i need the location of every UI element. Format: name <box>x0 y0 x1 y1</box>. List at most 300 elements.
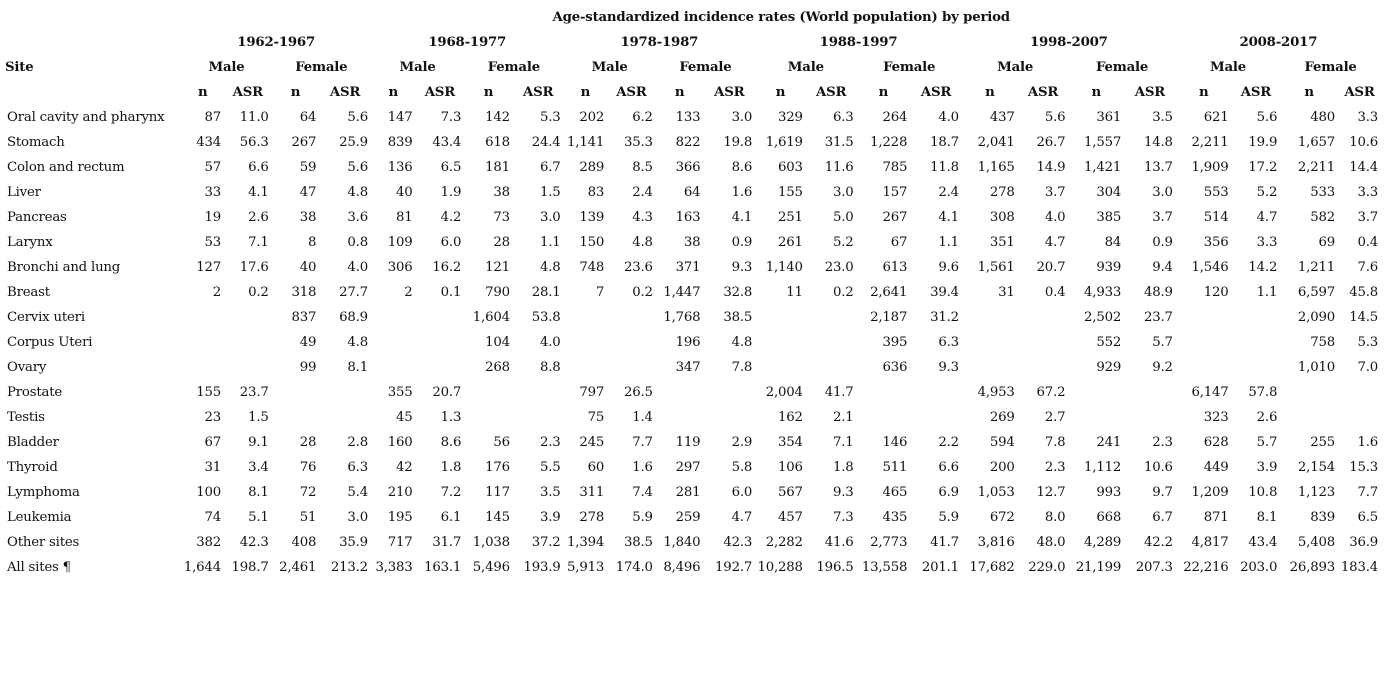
count-cell: 67 <box>204 435 221 450</box>
count-cell: 385 <box>1096 210 1122 225</box>
count-cell: 603 <box>778 160 803 175</box>
asr-cell: 4.0 <box>540 335 561 350</box>
count-cell: 51 <box>299 510 317 525</box>
count-cell: 38 <box>683 235 701 250</box>
asr-cell: 8.6 <box>440 435 462 450</box>
asr-cell: 35.3 <box>623 135 653 150</box>
count-cell <box>371 355 416 380</box>
count-cell: 281 <box>675 485 701 500</box>
n-header: n <box>197 85 208 100</box>
count-cell <box>272 405 320 430</box>
asr-cell: 10.6 <box>1349 135 1378 150</box>
asr-cell <box>1018 305 1069 330</box>
asr-cell: 10.6 <box>1144 460 1173 475</box>
count-cell: 28 <box>493 235 510 250</box>
table-body <box>5 105 1381 580</box>
site-cell: Liver <box>7 185 41 200</box>
asr-cell: 1.3 <box>440 410 462 425</box>
count-cell: 318 <box>291 285 317 300</box>
site-cell: Stomach <box>7 135 65 150</box>
count-cell: 2,187 <box>870 310 908 325</box>
site-cell: Oral cavity and pharynx <box>7 110 165 125</box>
asr-cell <box>703 380 755 405</box>
asr-cell: 7.3 <box>832 510 854 525</box>
count-cell: 10,288 <box>757 560 803 575</box>
count-cell: 150 <box>579 235 605 250</box>
asr-cell: 26.5 <box>623 385 653 400</box>
table-row <box>5 405 1381 430</box>
count-cell: 1,840 <box>663 535 701 550</box>
asr-cell: 196.5 <box>816 560 854 575</box>
asr-cell: 9.3 <box>832 485 854 500</box>
count-cell: 2,502 <box>1084 310 1122 325</box>
count-cell: 73 <box>493 210 510 225</box>
count-cell <box>755 355 806 380</box>
count-cell: 155 <box>196 385 221 400</box>
count-cell: 1,112 <box>1084 460 1122 475</box>
count-cell: 69 <box>1318 235 1335 250</box>
table-row <box>5 155 1381 180</box>
count-cell: 618 <box>485 135 510 150</box>
table-row <box>5 330 1381 355</box>
asr-cell: 4.8 <box>731 335 753 350</box>
asr-cell: 5.1 <box>248 510 269 525</box>
asr-cell: 3.9 <box>540 510 561 525</box>
table-row <box>5 355 1381 380</box>
asr-header: ASR <box>1027 85 1059 100</box>
asr-cell: 6.1 <box>440 510 462 525</box>
count-cell: 33 <box>204 185 221 200</box>
period-header: 1968-1977 <box>428 35 507 50</box>
count-cell: 435 <box>882 510 908 525</box>
count-cell: 366 <box>675 160 701 175</box>
asr-cell <box>224 355 272 380</box>
asr-cell: 17.2 <box>1248 160 1278 175</box>
count-cell: 636 <box>882 360 908 375</box>
asr-cell: 0.4 <box>1357 235 1378 250</box>
count-cell: 163 <box>675 210 701 225</box>
asr-cell: 1.9 <box>440 185 462 200</box>
count-cell: 6,597 <box>1297 285 1335 300</box>
count-cell <box>371 330 416 355</box>
asr-cell: 11.8 <box>930 160 959 175</box>
site-cell: Corpus Uteri <box>7 335 93 350</box>
table-row <box>5 255 1381 280</box>
asr-cell <box>1338 405 1381 430</box>
asr-cell: 6.0 <box>440 235 462 250</box>
site-cell: Bladder <box>7 435 59 450</box>
asr-cell: 6.7 <box>1152 510 1173 525</box>
asr-header: ASR <box>616 85 647 100</box>
asr-cell: 2.2 <box>938 435 959 450</box>
asr-cell: 5.3 <box>540 110 561 125</box>
period-header: 1962-1967 <box>237 35 316 50</box>
n-header: n <box>388 85 398 100</box>
count-cell: 797 <box>579 385 605 400</box>
count-cell: 45 <box>396 410 413 425</box>
count-cell: 2,282 <box>765 535 803 550</box>
count-cell: 297 <box>675 460 701 475</box>
count-cell <box>1176 330 1232 355</box>
asr-cell: 3.3 <box>1357 185 1378 200</box>
count-cell: 594 <box>989 435 1015 450</box>
period-header: 1988-1997 <box>819 35 898 50</box>
count-cell: 514 <box>1203 210 1229 225</box>
count-cell: 6,147 <box>1191 385 1229 400</box>
count-cell <box>181 355 224 380</box>
table-row <box>5 505 1381 530</box>
count-cell: 21,199 <box>1075 560 1122 575</box>
asr-cell: 3.0 <box>347 510 368 525</box>
count-cell: 1,421 <box>1084 160 1122 175</box>
site-cell: Breast <box>7 285 50 300</box>
n-header: n <box>290 85 301 100</box>
count-cell: 3,383 <box>375 560 413 575</box>
asr-cell: 3.5 <box>1152 110 1173 125</box>
count-cell: 628 <box>1203 435 1229 450</box>
asr-cell: 3.6 <box>347 210 368 225</box>
asr-cell: 17.6 <box>239 260 269 275</box>
table-row <box>5 105 1381 130</box>
count-cell: 72 <box>299 485 317 500</box>
count-cell: 361 <box>1096 110 1122 125</box>
asr-cell: 6.5 <box>440 160 462 175</box>
count-cell <box>1280 380 1338 405</box>
count-cell: 76 <box>299 460 317 475</box>
asr-cell: 3.7 <box>1044 185 1066 200</box>
asr-cell: 2.4 <box>632 185 653 200</box>
asr-header: ASR <box>232 85 263 100</box>
asr-cell: 68.9 <box>339 310 368 325</box>
count-cell: 75 <box>587 410 605 425</box>
count-cell: 4,933 <box>1084 285 1122 300</box>
count-cell: 1,211 <box>1297 260 1335 275</box>
site-cell: Leukemia <box>7 510 72 525</box>
sex-header: Female <box>883 60 936 75</box>
asr-cell: 35.9 <box>339 535 368 550</box>
asr-cell: 203.0 <box>1240 560 1278 575</box>
caption-row <box>5 5 1381 30</box>
count-cell: 255 <box>1310 435 1335 450</box>
count-cell: 40 <box>396 185 413 200</box>
period-header: 1978-1987 <box>620 35 699 50</box>
count-cell: 5,913 <box>567 560 605 575</box>
asr-cell: 9.3 <box>731 260 753 275</box>
count-cell: 371 <box>675 260 701 275</box>
sex-header: Male <box>591 60 628 75</box>
count-cell: 119 <box>675 435 701 450</box>
count-cell: 67 <box>890 235 908 250</box>
asr-cell: 53.8 <box>531 310 561 325</box>
count-cell: 267 <box>882 210 908 225</box>
asr-header: ASR <box>1240 85 1272 100</box>
asr-cell: 28.1 <box>531 285 561 300</box>
sex-row <box>5 55 1381 80</box>
asr-cell: 7.1 <box>248 235 269 250</box>
asr-cell: 41.7 <box>930 535 959 550</box>
asr-cell: 201.1 <box>921 560 959 575</box>
asr-cell: 3.3 <box>1357 110 1378 125</box>
asr-cell: 4.1 <box>248 185 269 200</box>
count-cell <box>1176 305 1232 330</box>
asr-cell: 42.2 <box>1144 535 1173 550</box>
asr-cell: 4.0 <box>1044 210 1066 225</box>
asr-cell: 7.4 <box>632 485 653 500</box>
asr-cell: 8.8 <box>540 360 561 375</box>
count-cell: 1,644 <box>183 560 221 575</box>
count-cell: 408 <box>291 535 317 550</box>
asr-cell: 31.5 <box>824 135 854 150</box>
asr-cell: 7.7 <box>632 435 653 450</box>
site-cell: Bronchi and lung <box>7 260 121 275</box>
count-cell: 42 <box>396 460 413 475</box>
count-cell: 162 <box>778 410 803 425</box>
count-cell: 202 <box>579 110 605 125</box>
asr-cell <box>1018 330 1069 355</box>
asr-cell: 14.2 <box>1248 260 1278 275</box>
asr-cell: 8.0 <box>1044 510 1066 525</box>
table-row <box>5 180 1381 205</box>
count-cell: 1,394 <box>567 535 605 550</box>
count-cell: 1,604 <box>472 310 510 325</box>
asr-cell: 4.1 <box>731 210 753 225</box>
count-cell <box>181 305 224 330</box>
asr-cell: 6.7 <box>540 160 561 175</box>
sex-header: Female <box>487 60 540 75</box>
asr-cell: 2.3 <box>1152 435 1173 450</box>
asr-cell: 3.5 <box>540 485 561 500</box>
asr-cell: 12.7 <box>1036 485 1066 500</box>
asr-cell: 42.3 <box>239 535 269 550</box>
count-cell: 822 <box>675 135 701 150</box>
n-header: n <box>1304 85 1314 100</box>
asr-header: ASR <box>714 85 745 100</box>
count-cell: 81 <box>396 210 413 225</box>
asr-cell: 4.1 <box>938 210 959 225</box>
asr-cell: 32.8 <box>723 285 753 300</box>
asr-cell: 5.8 <box>731 460 753 475</box>
count-cell: 1,010 <box>1297 360 1335 375</box>
asr-cell: 4.8 <box>347 335 368 350</box>
count-cell: 40 <box>299 260 317 275</box>
asr-cell: 5.6 <box>1256 110 1278 125</box>
count-cell: 1,165 <box>977 160 1015 175</box>
asr-cell: 2.7 <box>1044 410 1066 425</box>
asr-cell: 1.8 <box>832 460 854 475</box>
asr-cell: 4.8 <box>347 185 368 200</box>
count-cell: 511 <box>882 460 908 475</box>
count-cell: 8 <box>307 235 317 250</box>
count-cell: 1,141 <box>567 135 605 150</box>
count-cell: 8,496 <box>663 560 701 575</box>
asr-cell: 213.2 <box>330 560 368 575</box>
count-cell: 2,090 <box>1297 310 1335 325</box>
count-cell: 59 <box>299 160 317 175</box>
count-cell: 5,496 <box>472 560 510 575</box>
asr-cell: 4.8 <box>632 235 653 250</box>
asr-cell: 26.7 <box>1036 135 1066 150</box>
count-cell: 259 <box>675 510 701 525</box>
asr-cell: 23.7 <box>1144 310 1173 325</box>
asr-cell: 2.8 <box>347 435 368 450</box>
asr-cell <box>806 355 857 380</box>
asr-cell: 7.2 <box>440 485 462 500</box>
count-cell: 4,953 <box>977 385 1015 400</box>
table-row <box>5 305 1381 330</box>
asr-cell: 9.4 <box>1152 260 1173 275</box>
asr-cell: 19.8 <box>723 135 753 150</box>
asr-cell: 3.7 <box>1152 210 1173 225</box>
count-cell: 117 <box>485 485 510 500</box>
asr-cell: 14.5 <box>1349 310 1378 325</box>
asr-cell: 16.2 <box>432 260 462 275</box>
count-cell: 74 <box>204 510 221 525</box>
count-cell <box>1176 355 1232 380</box>
count-cell: 267 <box>291 135 317 150</box>
asr-cell: 1.1 <box>938 235 959 250</box>
count-cell: 5,408 <box>1297 535 1335 550</box>
asr-header: ASR <box>523 85 554 100</box>
table-row <box>5 530 1381 555</box>
count-cell <box>656 405 704 430</box>
count-cell: 613 <box>882 260 908 275</box>
asr-cell: 6.5 <box>1357 510 1378 525</box>
count-cell: 245 <box>579 435 605 450</box>
asr-cell <box>416 355 465 380</box>
asr-cell: 6.3 <box>938 335 959 350</box>
asr-cell <box>1232 355 1281 380</box>
count-cell: 17,682 <box>969 560 1015 575</box>
sex-header: Male <box>787 60 824 75</box>
count-cell: 1,657 <box>1297 135 1335 150</box>
count-cell: 993 <box>1096 485 1122 500</box>
count-cell <box>181 330 224 355</box>
count-cell: 269 <box>989 410 1015 425</box>
asr-cell: 31.7 <box>432 535 462 550</box>
count-cell: 120 <box>1203 285 1229 300</box>
count-cell: 553 <box>1203 185 1229 200</box>
asr-cell: 3.7 <box>1357 210 1378 225</box>
count-cell: 289 <box>579 160 605 175</box>
count-cell: 23 <box>204 410 221 425</box>
asr-cell: 4.7 <box>731 510 753 525</box>
count-cell: 929 <box>1096 360 1122 375</box>
count-cell: 127 <box>196 260 221 275</box>
asr-cell: 3.9 <box>1256 460 1278 475</box>
site-cell: Ovary <box>7 360 47 375</box>
count-cell: 31 <box>204 460 221 475</box>
asr-cell <box>513 405 564 430</box>
count-cell: 147 <box>387 110 413 125</box>
asr-cell <box>1018 355 1069 380</box>
n-header: n <box>674 85 685 100</box>
asr-cell: 5.4 <box>347 485 368 500</box>
period-header: 1998-2007 <box>1029 35 1108 50</box>
count-cell: 57 <box>204 160 221 175</box>
asr-cell: 5.3 <box>1357 335 1378 350</box>
asr-cell: 41.6 <box>824 535 854 550</box>
count-cell: 1,909 <box>1191 160 1229 175</box>
asr-cell: 31.2 <box>930 310 959 325</box>
count-cell: 2,211 <box>1297 160 1335 175</box>
asr-cell: 20.7 <box>1036 260 1066 275</box>
asr-cell: 39.4 <box>930 285 959 300</box>
count-cell: 47 <box>299 185 317 200</box>
asr-cell: 4.0 <box>938 110 959 125</box>
asr-cell <box>910 380 962 405</box>
asr-cell: 3.0 <box>731 110 753 125</box>
count-cell: 465 <box>882 485 908 500</box>
count-cell: 304 <box>1096 185 1122 200</box>
table-row <box>5 555 1381 580</box>
asr-cell: 42.3 <box>723 535 753 550</box>
asr-cell <box>416 305 465 330</box>
count-cell: 311 <box>579 485 605 500</box>
asr-cell: 48.0 <box>1036 535 1066 550</box>
asr-cell: 6.6 <box>938 460 959 475</box>
asr-cell: 5.6 <box>347 110 368 125</box>
count-cell: 582 <box>1310 210 1335 225</box>
asr-cell: 15.3 <box>1349 460 1378 475</box>
count-cell: 104 <box>485 335 510 350</box>
asr-cell: 5.2 <box>1256 185 1278 200</box>
table-caption: Age-standardized incidence rates (World population) by period <box>552 10 1010 25</box>
count-cell: 355 <box>387 385 413 400</box>
asr-cell <box>1338 380 1381 405</box>
asr-cell: 0.9 <box>1152 235 1173 250</box>
asr-cell: 48.9 <box>1144 285 1173 300</box>
count-cell: 437 <box>989 110 1015 125</box>
count-cell: 1,053 <box>977 485 1015 500</box>
asr-cell: 9.2 <box>1152 360 1173 375</box>
period-header: 2008-2017 <box>1239 35 1318 50</box>
count-cell <box>755 305 806 330</box>
count-cell: 28 <box>299 435 317 450</box>
asr-cell: 1.6 <box>632 460 653 475</box>
count-cell <box>1068 380 1124 405</box>
count-cell: 146 <box>882 435 908 450</box>
asr-cell <box>224 305 272 330</box>
count-cell: 83 <box>587 185 605 200</box>
asr-cell: 2.9 <box>731 435 753 450</box>
table-row <box>5 230 1381 255</box>
asr-header: ASR <box>815 85 847 100</box>
count-cell: 264 <box>882 110 908 125</box>
count-cell: 160 <box>387 435 413 450</box>
asr-cell: 24.4 <box>531 135 561 150</box>
count-cell: 176 <box>485 460 510 475</box>
asr-header: ASR <box>1134 85 1166 100</box>
asr-cell <box>319 405 371 430</box>
period-row <box>5 30 1381 55</box>
asr-cell: 43.4 <box>432 135 462 150</box>
asr-cell: 1.6 <box>731 185 753 200</box>
count-cell <box>962 330 1018 355</box>
asr-cell: 0.4 <box>1044 285 1066 300</box>
n-header: n <box>483 85 494 100</box>
table-row <box>5 480 1381 505</box>
asr-cell: 14.4 <box>1349 160 1378 175</box>
asr-cell: 7.0 <box>1357 360 1378 375</box>
count-cell: 1,546 <box>1191 260 1229 275</box>
count-cell <box>857 380 911 405</box>
n-header: n <box>985 85 995 100</box>
asr-cell: 11.6 <box>824 160 854 175</box>
asr-cell: 193.9 <box>523 560 561 575</box>
asr-cell: 4.8 <box>540 260 561 275</box>
count-cell: 4,289 <box>1084 535 1122 550</box>
count-cell: 13,558 <box>861 560 908 575</box>
